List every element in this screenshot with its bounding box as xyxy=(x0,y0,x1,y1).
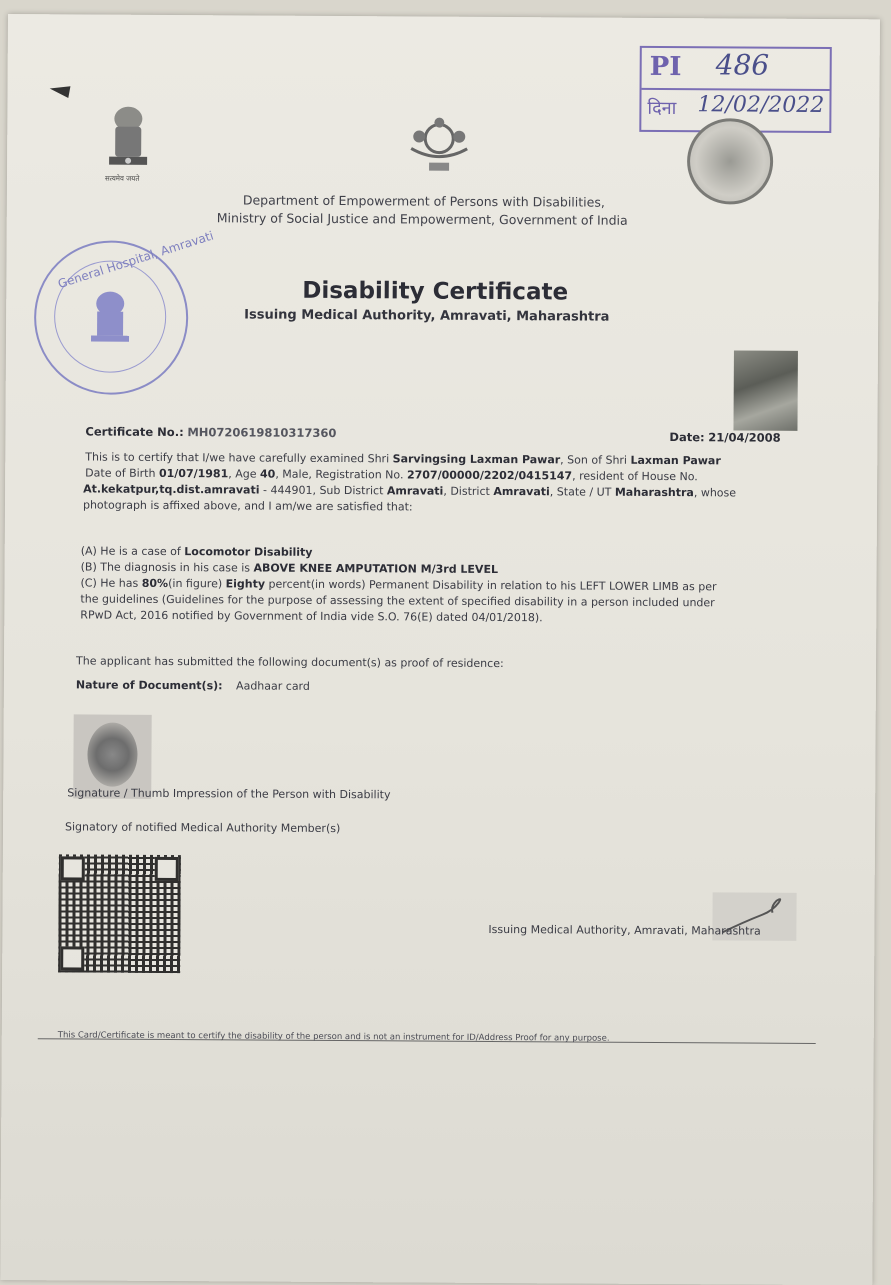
body-text: , State / UT xyxy=(549,485,615,499)
registration-number: 2707/00000/2202/0415147 xyxy=(406,468,573,483)
certificate-date: 21/04/2008 xyxy=(708,430,781,445)
district: Amravati xyxy=(493,484,550,499)
point-a-label: (A) xyxy=(80,544,97,558)
age: 40 xyxy=(259,467,276,481)
diagnosis: ABOVE KNEE AMPUTATION M/3rd LEVEL xyxy=(253,561,499,577)
qr-corner xyxy=(61,856,85,880)
point-c-label: (C) xyxy=(80,576,97,590)
body-text: , Son of Shri xyxy=(560,453,631,467)
document-label: Nature of Document(s): xyxy=(75,678,223,693)
certificate-title: Disability Certificate xyxy=(302,277,569,306)
body-line-4: photograph is affixed above, and I am/we are satisfied that: xyxy=(82,498,413,514)
body-line-2 xyxy=(85,466,698,483)
department-logo-icon xyxy=(399,114,479,178)
body-text: Date of Birth xyxy=(85,466,160,480)
certificate-number: MH0720619810317360 xyxy=(187,425,337,441)
state: Maharashtra xyxy=(614,485,694,500)
point-b-label: (B) xyxy=(80,560,97,574)
maharashtra-seal-icon xyxy=(687,118,774,205)
body-text: , Male, Registration No. xyxy=(275,467,408,482)
sub-district: Amravati xyxy=(386,484,444,498)
point-c-text: percent(in words) Permanent Disability in relation to his xyxy=(265,577,580,593)
arrow-mark xyxy=(49,83,71,98)
point-c-line-3: RPwD Act, 2016 notified by Government of India vide S.O. 76(E) dated 04/01/2018). xyxy=(80,608,543,625)
address: At.kekatpur,tq.dist.amravati xyxy=(83,482,260,497)
point-c-text: He has xyxy=(100,576,142,590)
point-c-line-2: the guidelines (Guidelines for the purpose of assessing the extent of specified disability in a person included under xyxy=(80,592,715,610)
ministry-line: Ministry of Social Justice and Empowerment, Government of India xyxy=(216,210,628,228)
emblem-caption: सत्यमेव जयते xyxy=(104,174,140,183)
body-text: This is to certify that I/we have carefully examined Shri xyxy=(85,450,393,466)
point-c-text: as per xyxy=(678,580,717,594)
body-text: , District xyxy=(443,484,494,498)
certificate-number-label: Certificate No.: xyxy=(85,424,184,440)
point-b xyxy=(81,560,498,576)
signatory-label: Signatory of notified Medical Authority Member(s) xyxy=(64,820,341,836)
body-text: , Age xyxy=(228,467,261,481)
disability-percent-words: Eighty xyxy=(225,577,266,591)
father-name: Laxman Pawar xyxy=(630,453,721,468)
disability-type: Locomotor Disability xyxy=(184,545,313,559)
point-c xyxy=(80,576,716,593)
document-value: Aadhaar card xyxy=(236,679,310,693)
body-line-3 xyxy=(83,482,736,499)
body-text: - 444901, Sub District xyxy=(259,483,387,498)
point-c-text: (in figure) xyxy=(168,576,226,591)
stamp-number: 486 xyxy=(715,48,770,82)
point-b-text: The diagnosis in his case is xyxy=(100,560,254,575)
authority-label: Issuing Medical Authority, Amravati, Maharashtra xyxy=(488,922,761,938)
national-emblem-icon xyxy=(103,105,153,185)
certificate-number-row xyxy=(85,424,336,440)
residence-row xyxy=(76,678,310,692)
qr-corner xyxy=(60,946,84,970)
applicant-photo xyxy=(733,350,797,430)
date-of-birth: 01/07/1981 xyxy=(158,466,229,481)
body-text: , resident of House No. xyxy=(572,469,698,484)
hospital-seal xyxy=(34,228,216,395)
body-text: , whose xyxy=(693,486,737,500)
qr-corner xyxy=(155,857,179,881)
footer-note: This Card/Certificate is meant to certify the disability of the person and is not an instrument for ID/Address Proof for any purpose. xyxy=(57,1030,610,1044)
point-a-text: He is a case of xyxy=(100,544,185,559)
stamp-date: 12/02/2022 xyxy=(697,92,825,118)
certificate-subtitle: Issuing Medical Authority, Amravati, Maharashtra xyxy=(244,307,610,325)
signature-label: Signature / Thumb Impression of the Person with Disability xyxy=(67,786,391,802)
certificate-paper xyxy=(0,14,880,1285)
disability-percent: 80% xyxy=(141,576,169,590)
certificate-date-label: Date: xyxy=(669,430,705,445)
qr-code xyxy=(58,854,181,973)
affected-limb: LEFT LOWER LIMB xyxy=(579,579,679,594)
body-line-1 xyxy=(85,450,721,467)
department-line: Department of Empowerment of Persons with Disabilities, xyxy=(242,192,605,210)
certificate-date-row xyxy=(669,430,780,445)
seal-text: General Hospital, Amravati xyxy=(56,228,216,292)
residence-intro: The applicant has submitted the following document(s) as proof of residence: xyxy=(76,654,504,671)
stamp-label-date: दिना xyxy=(647,97,677,120)
applicant-name: Sarvingsing Laxman Pawar xyxy=(392,452,561,467)
point-a xyxy=(81,544,313,558)
stamp-label-pi: PI xyxy=(649,51,682,83)
